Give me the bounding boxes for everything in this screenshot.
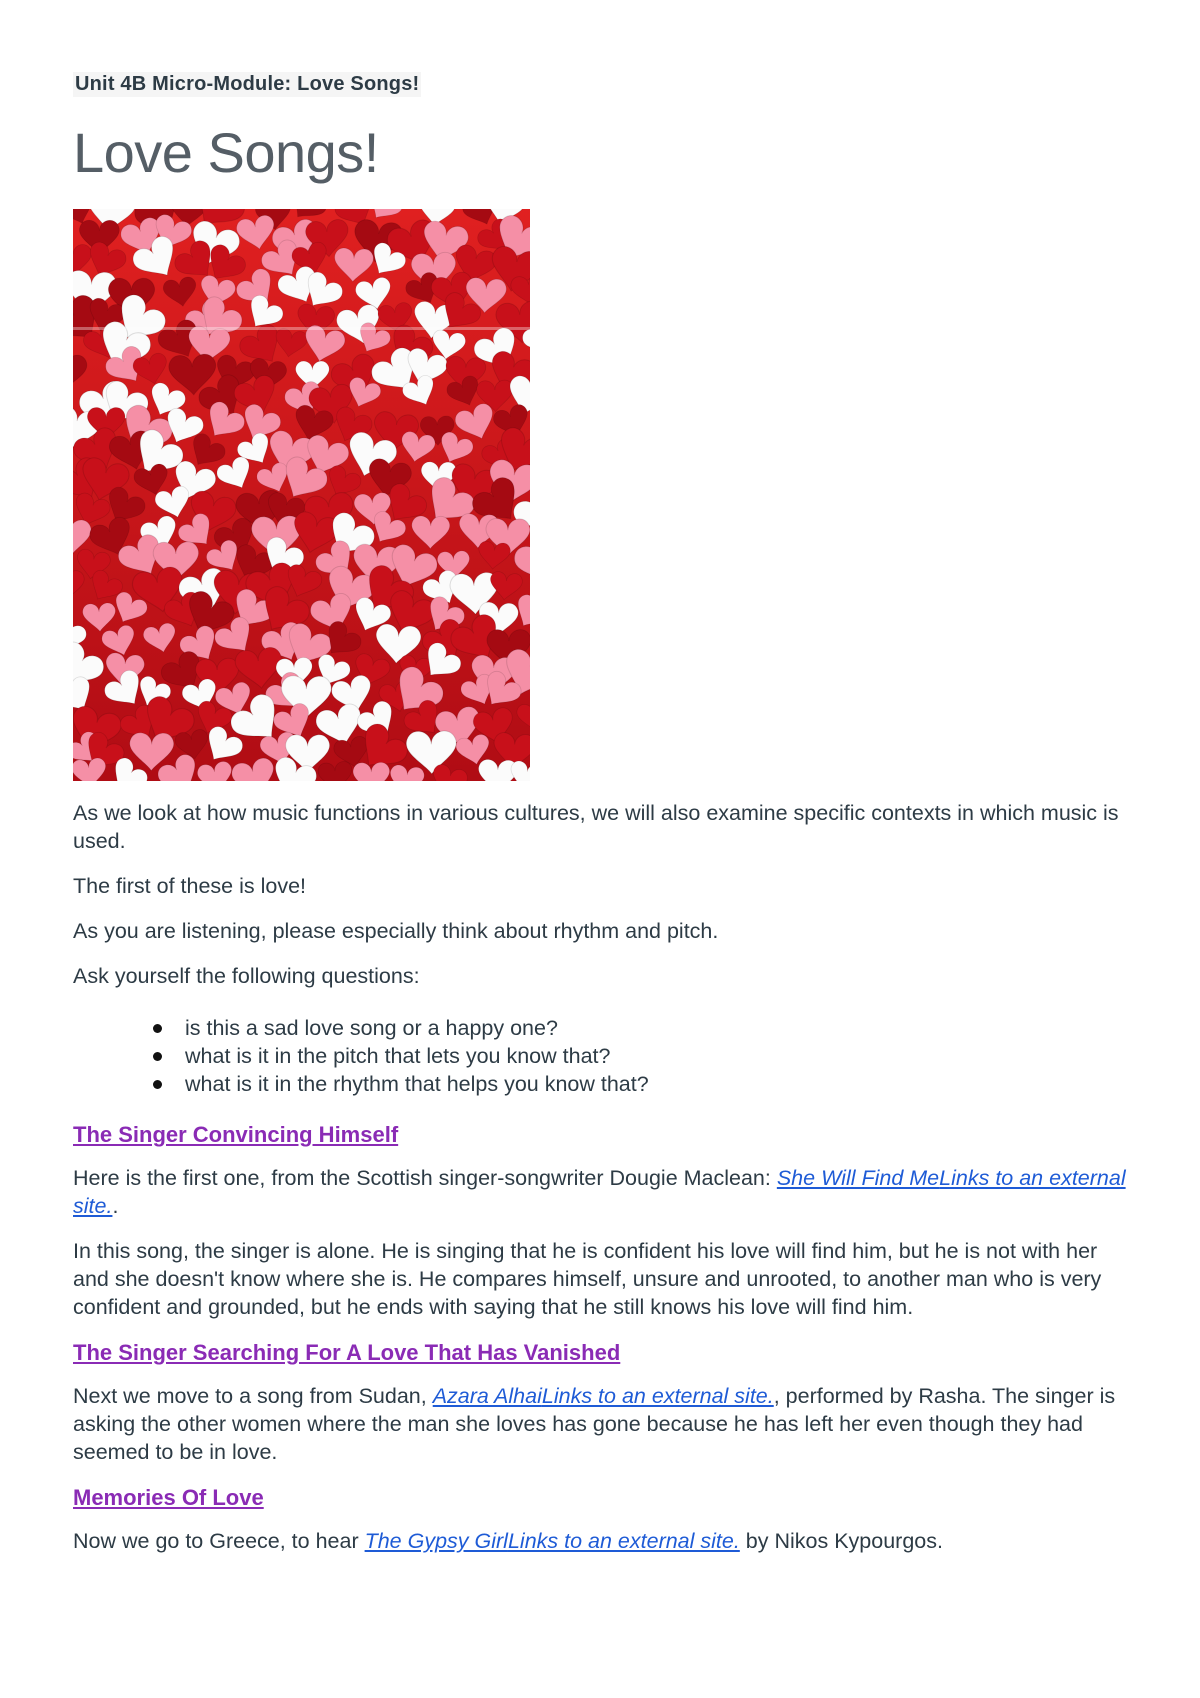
- section-heading-memories-of-love: [73, 1483, 1133, 1513]
- hero-image-candy-hearts: [73, 209, 530, 781]
- page-content: [73, 72, 1133, 1572]
- list-item: [185, 1070, 1133, 1098]
- listening-paragraph: As you are listening, please especially think about rhythm and pitch.: [73, 919, 719, 943]
- section-link-memories-of-love[interactable]: Memories Of Love: [73, 1485, 264, 1510]
- external-link-the-gypsy-girl[interactable]: [365, 1529, 740, 1553]
- section-link-singer-searching[interactable]: The Singer Searching For A Love That Has Vanished: [73, 1340, 621, 1365]
- list-item: [185, 1014, 1133, 1042]
- question-text: is this a sad love song or a happy one?: [185, 1016, 558, 1040]
- link-title: She Will Find Me: [776, 1166, 940, 1190]
- trail-text: by Nikos Kypourgos.: [739, 1529, 943, 1553]
- section-link-singer-convincing[interactable]: The Singer Convincing Himself: [73, 1122, 399, 1147]
- link-title: Azara Alhai: [432, 1384, 542, 1408]
- ask-paragraph: Ask yourself the following questions:: [73, 964, 420, 988]
- lead-text: Now we go to Greece, to hear: [73, 1529, 365, 1553]
- question-text: what is it in the pitch that lets you know that?: [185, 1044, 611, 1068]
- link-suffix: Links to an external site.: [73, 1166, 1126, 1218]
- section-lead-paragraph: [73, 1382, 1128, 1466]
- section-heading-singer-searching: [73, 1338, 1133, 1368]
- trail-text: .: [112, 1194, 119, 1218]
- link-title: The Gypsy Girl: [364, 1529, 508, 1553]
- lead-text: Next we move to a song from Sudan,: [73, 1384, 433, 1408]
- section-heading-singer-convincing: [73, 1120, 1133, 1150]
- lead-text: Here is the first one, from the Scottish singer-songwriter Dougie Maclean:: [73, 1166, 777, 1190]
- section-body-paragraph: In this song, the singer is alone. He is singing that he is confident his love will find him, but he is not with her and she doesn't know where she is. He compares himself, unsure and unrooted, to another man who is very confident and grounded, but he ends with saying that he still knows his love will find him.: [73, 1239, 1102, 1319]
- section-lead-paragraph: [73, 1527, 1128, 1555]
- question-text: what is it in the rhythm that helps you know that?: [185, 1072, 649, 1096]
- intro-paragraph: As we look at how music functions in various cultures, we will also examine specific contexts in which music is used.: [73, 801, 1119, 853]
- breadcrumb: Unit 4B Micro-Module: Love Songs!: [75, 73, 420, 95]
- link-suffix: Links to an external site.: [541, 1384, 774, 1408]
- section-lead-paragraph: [73, 1164, 1128, 1220]
- link-suffix: Links to an external site.: [507, 1529, 740, 1553]
- question-list: [73, 1014, 1133, 1098]
- list-item: [185, 1042, 1133, 1070]
- trail-text: , performed by Rasha. The singer is asking the other women where the man she loves has gone because he has left her even though they had seemed to be in love.: [73, 1384, 1116, 1464]
- page-title: Love Songs!: [73, 121, 379, 184]
- external-link-azara-alhai[interactable]: [433, 1384, 774, 1408]
- bullet-icon: [153, 1080, 162, 1089]
- bullet-icon: [153, 1052, 162, 1061]
- bullet-icon: [153, 1024, 162, 1033]
- love-paragraph: The first of these is love!: [73, 874, 307, 898]
